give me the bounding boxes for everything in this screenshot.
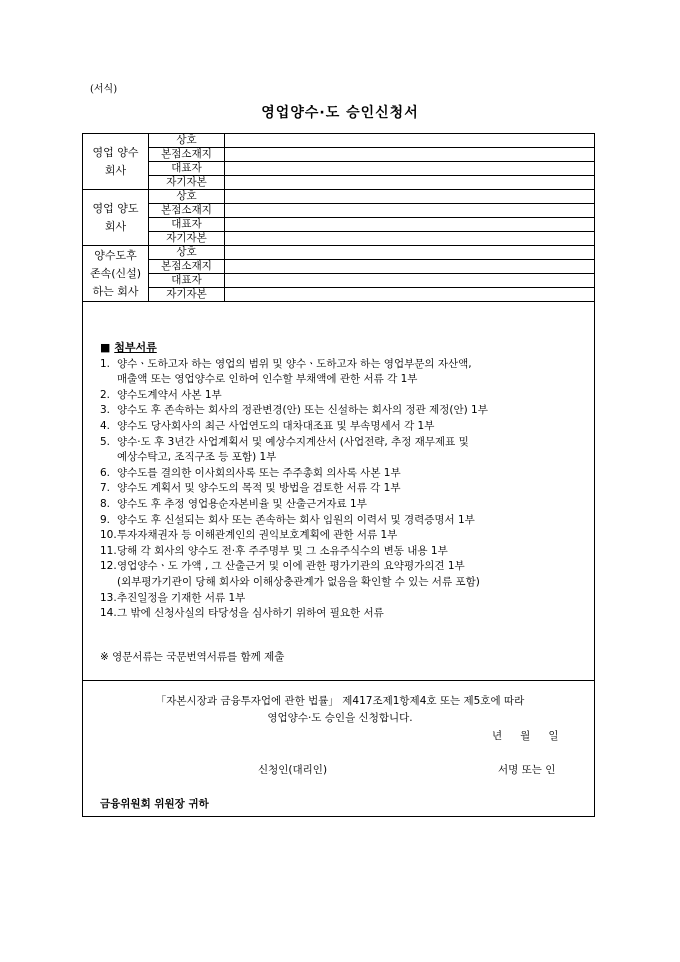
company-group-label (83, 190, 149, 246)
field-value-input[interactable] (225, 246, 595, 260)
company-group-label-line: 회사 (104, 163, 127, 177)
field-value-input[interactable] (225, 288, 595, 302)
attachments-list (100, 357, 590, 622)
attachment-text-line: 양수도 당사회사의 최근 사업연도의 대차대조표 및 부속명세서 각 1부 (117, 419, 435, 432)
attachment-text-line: 양수·도 후 3년간 사업계획서 및 예상수지계산서 (사업전략, 추정 재무제표 및 (117, 435, 469, 448)
field-value-input[interactable] (225, 232, 595, 246)
date-line (492, 728, 558, 743)
attachment-number: 6. (100, 466, 111, 479)
company-group-label-line: 양수도후 (94, 248, 137, 262)
company-row (83, 246, 595, 260)
field-label: 대표자 (149, 218, 225, 232)
company-row (83, 148, 595, 162)
field-label: 본점소재지 (149, 148, 225, 162)
company-row (83, 218, 595, 232)
date-month-label: 월 (520, 730, 531, 742)
attachment-item (100, 559, 590, 590)
attachment-number: 2. (100, 388, 111, 401)
attachment-number: 7. (100, 482, 111, 495)
attachment-text (117, 497, 590, 513)
attachment-item (100, 388, 590, 404)
addressee: 금융위원회 위원장 귀하 (100, 798, 209, 810)
field-label: 상호 (149, 134, 225, 148)
field-label: 대표자 (149, 274, 225, 288)
field-value-input[interactable] (225, 134, 595, 148)
field-value-input[interactable] (225, 190, 595, 204)
attachment-number: 14. (100, 607, 117, 620)
attachment-text (117, 357, 590, 388)
attachment-text (117, 606, 590, 622)
square-bullet-icon: ■ (100, 341, 111, 354)
attachment-text (117, 435, 590, 466)
attachment-item (100, 466, 590, 482)
form-number-label: (서식) (90, 84, 118, 95)
attachment-text-line: 양수ㆍ도하고자 하는 영업의 범위 및 양수ㆍ도하고자 하는 영업부문의 자산액, (117, 357, 472, 370)
attachment-item (100, 544, 590, 560)
attachment-item (100, 481, 590, 497)
company-row (83, 134, 595, 148)
field-label: 자기자본 (149, 176, 225, 190)
company-group-label-line: 영업 양수 (92, 145, 139, 159)
section-divider (82, 680, 595, 681)
attachment-text-line: 양수도 후 추정 영업용순자본비율 및 산출근거자료 1부 (117, 497, 367, 510)
page-title: 영업양수·도 승인신청서 (261, 105, 419, 121)
field-value-input[interactable] (225, 204, 595, 218)
attachment-item (100, 419, 590, 435)
attachment-text-line: 추진일정을 기재한 서류 1부 (117, 591, 246, 604)
attachment-number: 12. (100, 560, 117, 573)
attachment-text (117, 403, 590, 419)
field-value-input[interactable] (225, 260, 595, 274)
attachment-number: 13. (100, 591, 117, 604)
attachment-text-line: 예상수탁고, 조직구조 등 포함) 1부 (117, 451, 277, 464)
attachment-text-line: 당해 각 회사의 양수도 전·후 주주명부 및 그 소유주식수의 변동 내용 1부 (117, 544, 448, 557)
attachment-number: 11. (100, 544, 117, 557)
attachment-text-line: 양수도 후 존속하는 회사의 정관변경(안) 또는 신설하는 회사의 정관 제정(안) 1부 (117, 404, 488, 417)
company-group-label-line: 영업 양도 (92, 201, 139, 215)
application-statement: 영업양수·도 승인을 신청합니다. (267, 712, 413, 724)
company-row (83, 274, 595, 288)
attachment-item (100, 513, 590, 529)
attachment-text-line: 영업양수ㆍ도 가액 , 그 산출근거 및 이에 관한 평가기관의 요약평가의견 1부 (117, 560, 465, 573)
field-label: 대표자 (149, 162, 225, 176)
attachment-number: 3. (100, 404, 111, 417)
attachment-item (100, 403, 590, 419)
company-row (83, 232, 595, 246)
field-label: 본점소재지 (149, 260, 225, 274)
attachment-text-line: 그 밖에 신청사실의 타당성을 심사하기 위하여 필요한 서류 (117, 607, 384, 620)
attachment-text (117, 388, 590, 404)
company-group-label-line: 회사 (104, 219, 127, 233)
attachment-text (117, 419, 590, 435)
attachment-text-line: (외부평가기관이 당해 회사와 이해상충관계가 없음을 확인할 수 있는 서류 포함) (117, 575, 480, 588)
company-row (83, 260, 595, 274)
attachment-number: 8. (100, 497, 111, 510)
field-label: 자기자본 (149, 232, 225, 246)
attachment-number: 1. (100, 357, 111, 370)
attachment-text (117, 528, 590, 544)
attachment-text (117, 466, 590, 482)
attachment-item (100, 528, 590, 544)
company-group-label (83, 246, 149, 302)
signature-label: 서명 또는 인 (498, 764, 556, 776)
company-row (83, 204, 595, 218)
attachment-number: 4. (100, 419, 111, 432)
translation-note: ※ 영문서류는 국문번역서류를 함께 제출 (100, 651, 285, 663)
attachment-item (100, 606, 590, 622)
date-day-label: 일 (548, 730, 559, 742)
attachment-text (117, 591, 590, 607)
attachment-text (117, 481, 590, 497)
attachment-text-line: 매출액 또는 영업양수로 인하여 인수할 부채액에 관한 서류 각 1부 (117, 373, 418, 386)
attachment-item (100, 435, 590, 466)
company-group-label-line: 하는 회사 (92, 284, 139, 298)
field-value-input[interactable] (225, 162, 595, 176)
field-value-input[interactable] (225, 274, 595, 288)
attachments-header (100, 340, 590, 356)
attachments-header-label: 첨부서류 (114, 341, 157, 354)
attachment-text (117, 559, 590, 590)
field-label: 자기자본 (149, 288, 225, 302)
field-value-input[interactable] (225, 218, 595, 232)
attachment-text-line: 투자자채권자 등 이해관계인의 권익보호계획에 관한 서류 1부 (117, 529, 398, 542)
field-label: 상호 (149, 246, 225, 260)
date-year-label: 년 (492, 730, 503, 742)
applicant-label: 신청인(대리인) (258, 764, 328, 776)
attachment-text (117, 544, 590, 560)
attachment-text-line: 양수도 계획서 및 양수도의 목적 및 방법을 검토한 서류 각 1부 (117, 482, 401, 495)
attachment-item (100, 357, 590, 388)
company-info-table (82, 133, 595, 302)
attachment-text (117, 513, 590, 529)
company-row (83, 190, 595, 204)
company-row (83, 176, 595, 190)
attachment-text-line: 양수도 후 신설되는 회사 또는 존속하는 회사 임원의 이력서 및 경력증명서 1부 (117, 513, 475, 526)
field-value-input[interactable] (225, 148, 595, 162)
legal-basis-line: 「자본시장과 금융투자업에 관한 법률」 제417조제1항제4호 또는 제5호에 따라 (155, 695, 525, 707)
attachment-number: 9. (100, 513, 111, 526)
attachment-item (100, 591, 590, 607)
attachment-item (100, 497, 590, 513)
field-label: 본점소재지 (149, 204, 225, 218)
company-row (83, 162, 595, 176)
field-value-input[interactable] (225, 176, 595, 190)
company-group-label-line: 존속(신설) (89, 266, 142, 280)
attachment-text-line: 양수도를 결의한 이사회의사록 또는 주주총회 의사록 사본 1부 (117, 466, 401, 479)
attachment-text-line: 양수도계약서 사본 1부 (117, 388, 222, 401)
attachment-number: 5. (100, 435, 111, 448)
field-label: 상호 (149, 190, 225, 204)
attachment-number: 10. (100, 529, 117, 542)
company-group-label (83, 134, 149, 190)
attachments-section (100, 340, 590, 622)
company-row (83, 288, 595, 302)
